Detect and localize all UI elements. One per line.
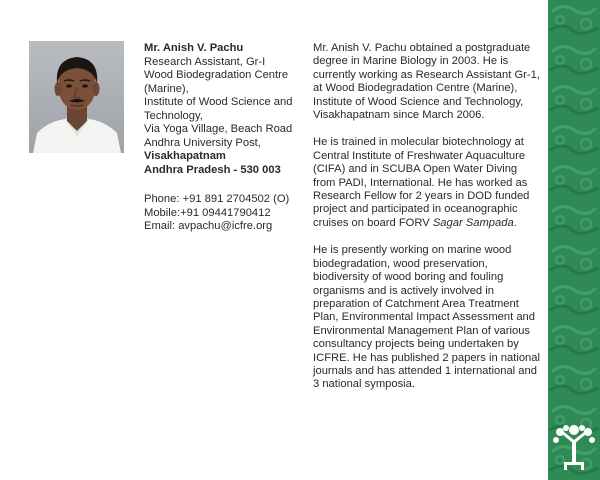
- contact-block: [144, 42, 304, 234]
- address-line-5: Via Yoga Village, Beach Road: [144, 123, 293, 135]
- address-line-3: Institute of Wood Science and: [144, 96, 293, 108]
- tree-logo-icon: [552, 424, 596, 472]
- bio-paragraph-2-text: He is trained in molecular biotechnology at Central Institute of Freshwater Aquaculture (CIFA) and in SCUBA Open Water Diving from PADI, International. He has worked as Research Fellow for 2 years in DOD funded project and participated in oceanographic cruises on board FORV: [313, 136, 530, 229]
- designation: Research Assistant, Gr-I: [144, 55, 266, 68]
- email: Email: avpachu@icfre.org: [144, 220, 273, 232]
- address-line-6: Andhra University Post,: [144, 136, 261, 149]
- address-line-1: Wood Biodegradation Centre: [144, 69, 289, 81]
- biography: [313, 42, 541, 406]
- bio-paragraph-2: [313, 136, 541, 230]
- spacer: [144, 177, 304, 193]
- bio-paragraph-2-end: .: [513, 216, 517, 229]
- person-name: Mr. Anish V. Pachu: [144, 42, 244, 54]
- address-line-4: Technology,: [144, 109, 203, 122]
- mobile: Mobile:+91 09441790412: [144, 206, 271, 219]
- phone: Phone: +91 891 2704502 (O): [144, 193, 290, 205]
- bio-paragraph-1: Mr. Anish V. Pachu obtained a postgraduate degree in Marine Biology in 2003. He is currently working as Research Assistant Gr-1, at Wood Biodegradation Centre (Marine), Institute of Wood Science and Technology, Visakhapatnam since March 2006.: [313, 42, 540, 122]
- vessel-name: Sagar Sampada: [432, 216, 514, 229]
- bio-paragraph-3: He is presently working on marine wood biodegradation, wood preservation, biodiversity of wood boring and fouling organisms and is actively involved in preparation of Catchment Area Treatment Plan, Environmental Impact Assessment and Environmental Management Plan of various consultancy projects being undertaken by ICFRE. He has published 2 papers in national journals and has attended 1 international and 3 national symposia.: [313, 244, 540, 391]
- portrait-photo: [29, 41, 124, 153]
- city: Visakhapatnam: [144, 150, 226, 162]
- decorative-sidebar: [548, 0, 600, 480]
- state-pin: Andhra Pradesh - 530 003: [144, 163, 281, 176]
- address-line-2: (Marine),: [144, 82, 189, 95]
